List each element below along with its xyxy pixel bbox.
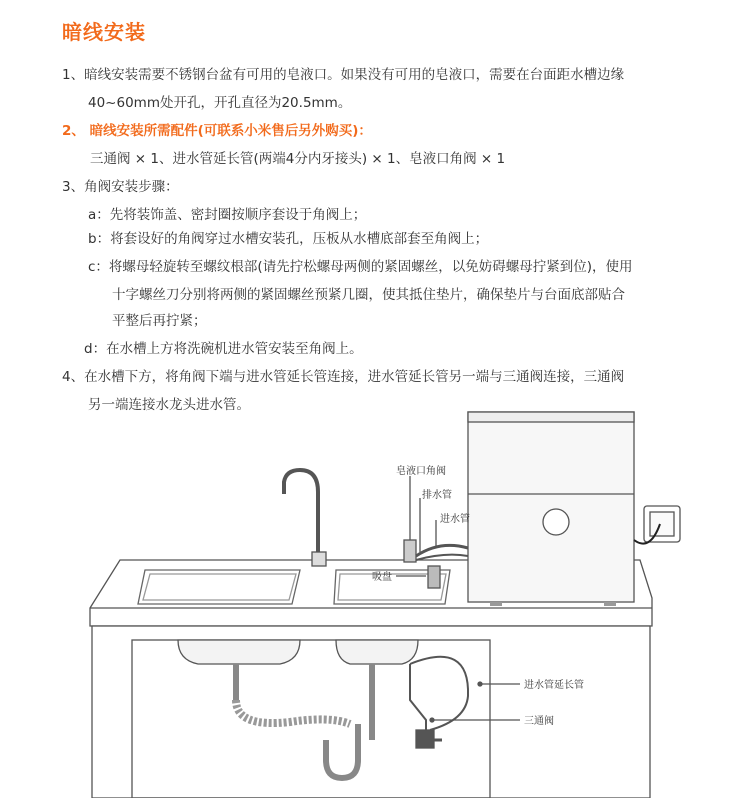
step2-heading: 2、 暗线安装所需配件(可联系小米售后另外购买)： — [62, 123, 372, 139]
step3-c-line2: 十字螺丝刀分别将两侧的紧固螺丝预紧几圈，使其抵住垫片，确保垫片与台面底部贴合 — [112, 287, 625, 303]
label-suction-cup: 吸盘 — [372, 572, 392, 583]
label-drain-pipe: 排水管 — [422, 490, 452, 501]
step1-line2: 40~60mm处开孔，开孔直径为20.5mm。 — [88, 95, 352, 111]
installation-diagram — [0, 400, 750, 798]
step3-d: d：在水槽上方将洗碗机进水管安装至角阀上。 — [84, 341, 363, 357]
inlet-hose — [416, 555, 468, 560]
label-three-way-valve: 三通阀 — [524, 716, 554, 727]
page-title: 暗线安装 — [62, 20, 146, 44]
suction-cup — [428, 566, 440, 588]
label-inlet-pipe: 进水管 — [440, 514, 470, 525]
step3-c-line1: c：将螺母轻旋转至螺纹根部(请先拧松螺母两侧的紧固螺丝，以免妨碍螺母拧紧到位)，使用 — [88, 259, 633, 275]
dishwasher — [468, 412, 634, 602]
step1-line1: 1、暗线安装需要不锈钢台盆有可用的皂液口。如果没有可用的皂液口，需要在台面距水槽边缘 — [62, 67, 625, 83]
step3-c-line3: 平整后再拧紧； — [112, 313, 207, 329]
soap-valve — [404, 540, 416, 562]
label-soap-valve: 皂液口角阀 — [396, 466, 446, 477]
step3-b: b：将套设好的角阀穿过水槽安装孔，压板从水槽底部套至角阀上； — [88, 231, 489, 247]
three-way-valve — [416, 730, 434, 748]
step4-line2: 另一端连接水龙头进水管。 — [88, 397, 250, 413]
step3-a: a：先将装饰盖、密封圈按顺序套设于角阀上； — [88, 207, 367, 223]
dishwasher-knob — [543, 509, 569, 535]
step2-parts: 三通阀 × 1、进水管延长管(两端4分内牙接头) × 1、皂液口角阀 × 1 — [90, 151, 506, 167]
label-extension-pipe: 进水管延长管 — [524, 680, 584, 691]
step3-heading: 3、角阀安装步骤： — [62, 179, 179, 195]
step4-line1: 4、在水槽下方，将角阀下端与进水管延长管连接，进水管延长管另一端与三通阀连接，三通阀 — [62, 369, 625, 385]
